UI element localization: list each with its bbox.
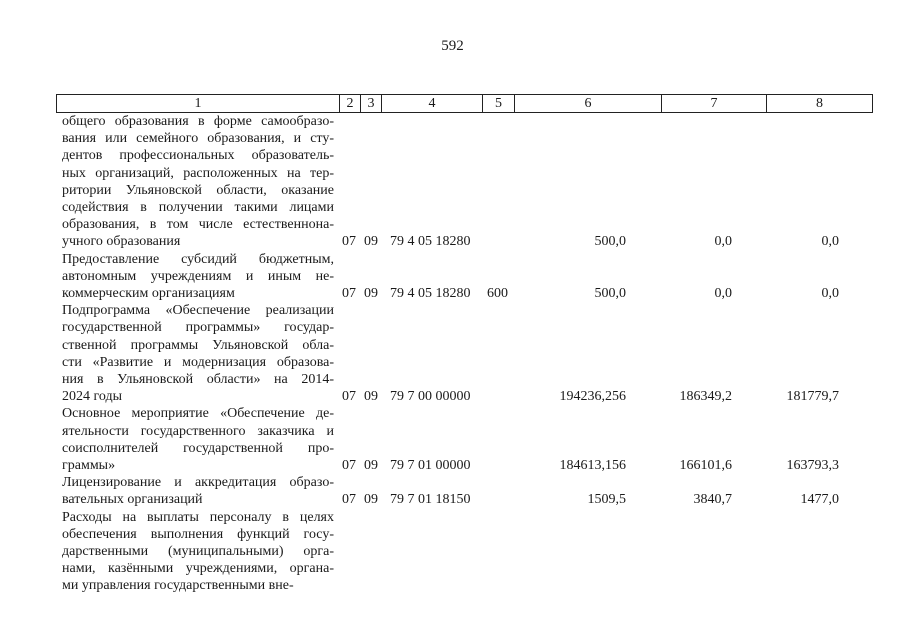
row-value-c3: 09 bbox=[364, 234, 378, 250]
description-line: Основное мероприятие «Обеспечение де- bbox=[62, 406, 334, 422]
row-value-c7: 0,0 bbox=[714, 286, 732, 301]
description-line: соисполнителей государственной про- bbox=[62, 440, 334, 456]
row-value-c7: 186349,2 bbox=[679, 389, 732, 405]
description-line: ния в Ульяновской области» на 2014- bbox=[62, 372, 334, 387]
row-value-c7: 0,0 bbox=[714, 234, 732, 250]
description-line: граммы» bbox=[62, 458, 116, 473]
row-value-c8: 0,0 bbox=[821, 286, 839, 301]
description-line: коммерческим организациям bbox=[62, 286, 235, 301]
column-header-6: 6 bbox=[515, 95, 662, 113]
row-value-c3: 09 bbox=[364, 458, 378, 473]
description-line: нами, казёнными учреждениями, органа- bbox=[62, 561, 334, 577]
description-line: Предоставление субсидий бюджетным, bbox=[62, 251, 334, 267]
row-value-c8: 163793,3 bbox=[786, 458, 839, 473]
row-value-c5: 600 bbox=[487, 286, 508, 301]
row-description bbox=[62, 251, 334, 303]
row-description bbox=[62, 509, 334, 595]
row-value-c4: 79 4 05 18280 bbox=[390, 286, 471, 301]
row-value-c2: 07 bbox=[342, 492, 356, 508]
column-header-1: 1 bbox=[57, 95, 340, 113]
description-line: ственной программы Ульяновской обла- bbox=[62, 337, 334, 353]
row-value-c6: 194236,256 bbox=[559, 389, 626, 405]
row-value-c6: 1509,5 bbox=[587, 492, 626, 508]
row-value-c8: 0,0 bbox=[821, 234, 839, 250]
row-value-c8: 1477,0 bbox=[800, 492, 839, 508]
row-value-c3: 09 bbox=[364, 286, 378, 301]
description-line: Подпрограмма «Обеспечение реализации bbox=[62, 303, 334, 319]
row-description bbox=[62, 405, 334, 474]
column-header-5: 5 bbox=[483, 95, 515, 113]
row-value-c2: 07 bbox=[342, 389, 356, 405]
row-value-c8: 181779,7 bbox=[786, 389, 839, 405]
description-line: 2024 годы bbox=[62, 389, 123, 405]
column-header-2: 2 bbox=[340, 95, 361, 113]
description-line: государственной программы» государ- bbox=[62, 320, 334, 336]
description-line: ятельности государственного заказчика и bbox=[62, 423, 334, 439]
description-line: ми управления государственными вне- bbox=[62, 578, 294, 594]
description-line: Расходы на выплаты персоналу в целях bbox=[62, 509, 334, 525]
column-header-7: 7 bbox=[662, 95, 767, 113]
description-line: вания или семейного образования, и сту- bbox=[62, 131, 334, 147]
row-value-c6: 184613,156 bbox=[559, 458, 626, 473]
description-line: ных организаций, расположенных на тер- bbox=[62, 165, 334, 181]
description-line: образования, в том числе естественнона- bbox=[62, 217, 334, 233]
row-value-c6: 500,0 bbox=[594, 286, 626, 301]
description-line: обеспечения выполнения функций госу- bbox=[62, 526, 334, 542]
row-description bbox=[62, 474, 334, 508]
row-description bbox=[62, 113, 334, 251]
column-header-4: 4 bbox=[382, 95, 483, 113]
description-line: вательных организаций bbox=[62, 492, 203, 508]
row-value-c6: 500,0 bbox=[594, 234, 626, 250]
row-value-c2: 07 bbox=[342, 458, 356, 473]
row-value-c4: 79 7 01 18150 bbox=[390, 492, 471, 508]
row-value-c4: 79 7 01 00000 bbox=[390, 458, 471, 473]
description-line: автономным учреждениям и иным не- bbox=[62, 268, 334, 284]
column-header-8: 8 bbox=[767, 95, 873, 113]
description-line: Лицензирование и аккредитация образо- bbox=[62, 475, 334, 491]
row-value-c4: 79 7 00 00000 bbox=[390, 389, 471, 405]
row-value-c4: 79 4 05 18280 bbox=[390, 234, 471, 250]
description-line: учного образования bbox=[62, 234, 181, 250]
row-value-c3: 09 bbox=[364, 389, 378, 405]
row-value-c7: 3840,7 bbox=[693, 492, 732, 508]
description-line: ритории Ульяновской области, оказание bbox=[62, 182, 334, 198]
row-value-c3: 09 bbox=[364, 492, 378, 508]
column-header-3: 3 bbox=[361, 95, 382, 113]
row-description bbox=[62, 302, 334, 405]
description-line: дарственными (муниципальными) орга- bbox=[62, 544, 334, 559]
description-line: содействия в получении такими лицами bbox=[62, 200, 334, 216]
row-value-c7: 166101,6 bbox=[679, 458, 732, 473]
row-value-c2: 07 bbox=[342, 234, 356, 250]
description-line: дентов профессиональных образователь- bbox=[62, 148, 334, 164]
page-number: 592 bbox=[441, 38, 464, 54]
description-line: общего образования в форме самообразо- bbox=[62, 114, 334, 129]
row-value-c2: 07 bbox=[342, 286, 356, 301]
description-line: сти «Развитие и модернизация образова- bbox=[62, 354, 334, 370]
